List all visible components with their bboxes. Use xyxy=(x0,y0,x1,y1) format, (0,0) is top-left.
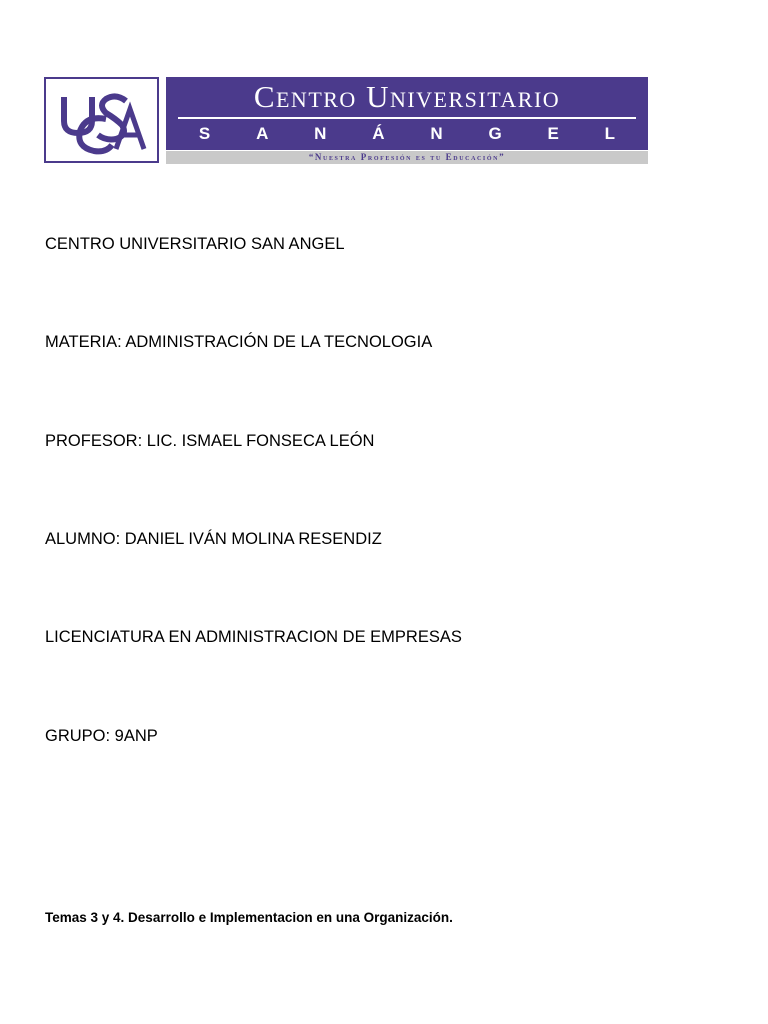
topic-title: Temas 3 y 4. Desarrollo e Implementacion en una Organización. xyxy=(45,910,453,925)
university-banner xyxy=(166,77,648,150)
professor-line: PROFESOR: LIC. ISMAEL FONSECA LEÓN xyxy=(45,432,375,450)
banner-letter: S xyxy=(198,124,211,143)
banner-letter: Á xyxy=(372,124,385,143)
banner-divider xyxy=(178,117,636,119)
ucsa-monogram-icon xyxy=(46,79,157,161)
banner-letter: L xyxy=(604,124,616,143)
banner-letter: E xyxy=(547,124,559,143)
banner-letter: G xyxy=(488,124,502,143)
group-line: GRUPO: 9ANP xyxy=(45,727,158,745)
banner-letter: N xyxy=(430,124,443,143)
university-motto: “Nuestra Profesión es tu Educación” xyxy=(166,151,648,164)
subject-line: MATERIA: ADMINISTRACIÓN DE LA TECNOLOGIA xyxy=(45,333,433,351)
banner-subtitle xyxy=(166,122,648,146)
university-logo xyxy=(44,77,159,163)
institution-line: CENTRO UNIVERSITARIO SAN ANGEL xyxy=(45,235,345,253)
student-line: ALUMNO: DANIEL IVÁN MOLINA RESENDIZ xyxy=(45,530,382,548)
degree-line: LICENCIATURA EN ADMINISTRACION DE EMPRESAS xyxy=(45,628,462,646)
banner-letter: A xyxy=(256,124,269,143)
banner-letter: N xyxy=(314,124,327,143)
banner-title: Centro Universitario xyxy=(253,79,561,114)
